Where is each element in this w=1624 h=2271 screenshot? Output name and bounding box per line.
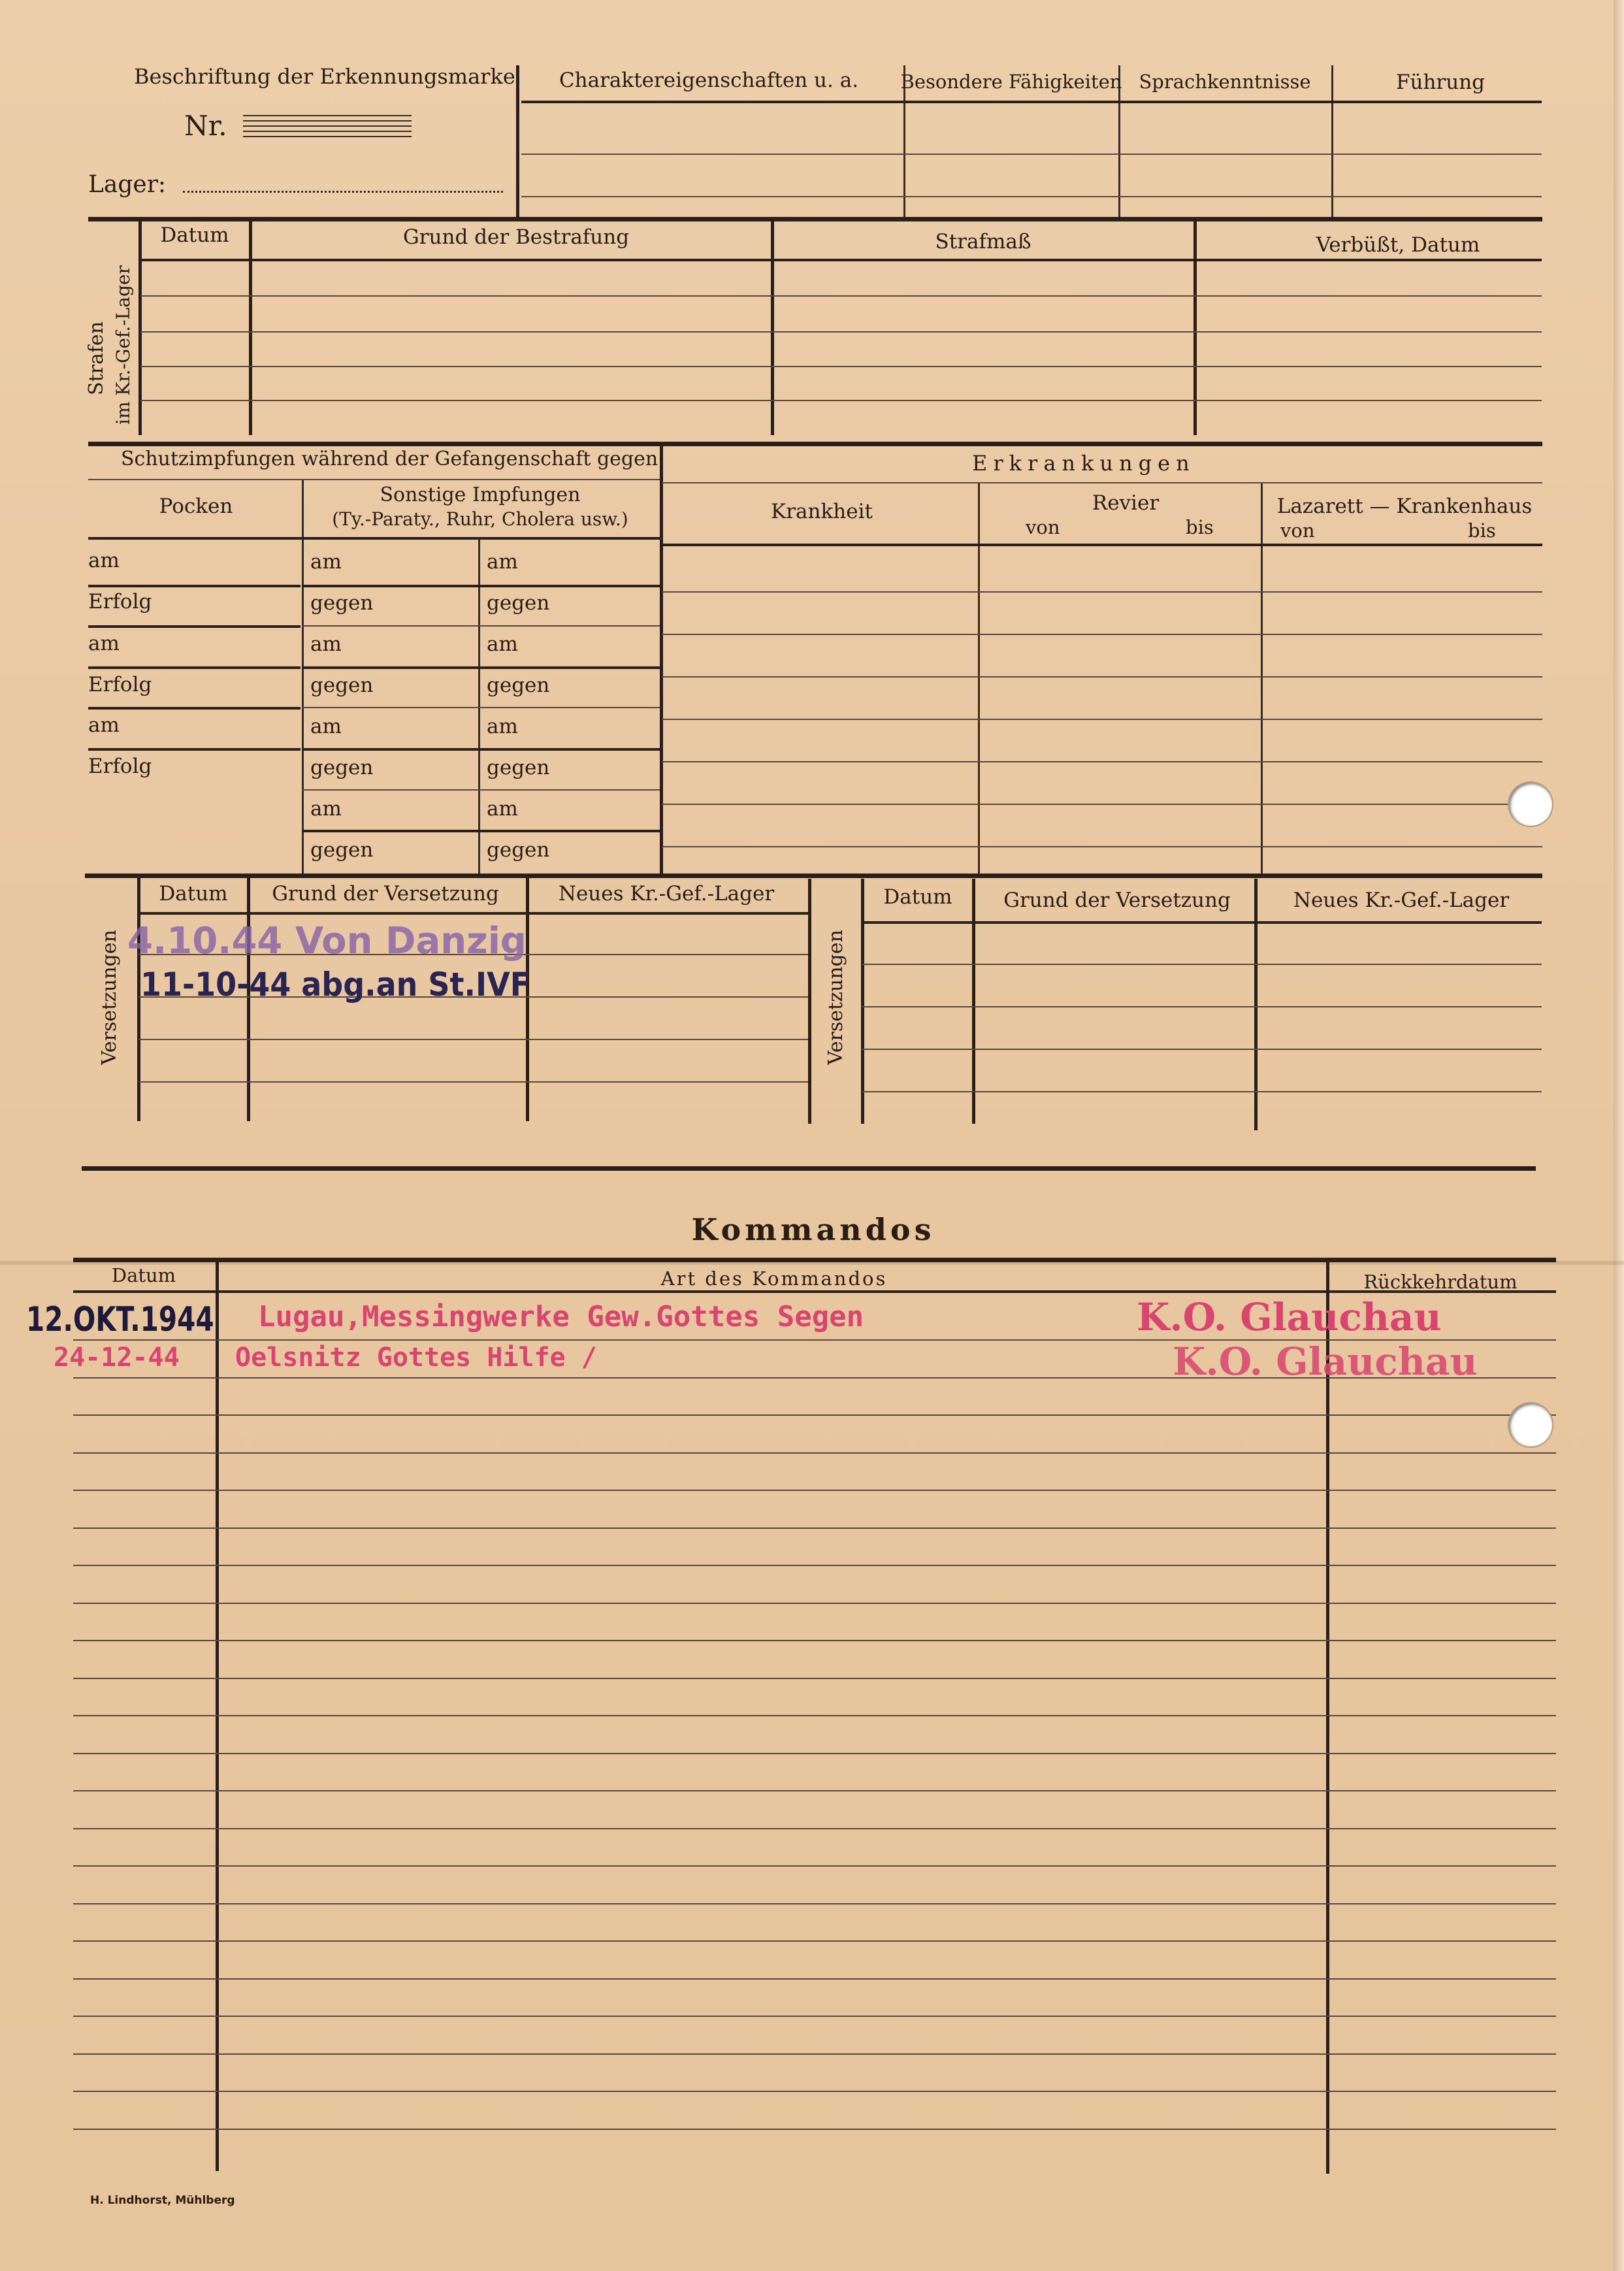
stamp-abg-an-st-ivf: 11-10-44 abg.an St.IVF bbox=[140, 966, 531, 1004]
ruled-line bbox=[73, 1978, 1556, 1980]
sonstige-row: am bbox=[487, 715, 518, 738]
ruled-line bbox=[73, 1528, 1556, 1529]
sonstige-row: gegen bbox=[310, 674, 374, 697]
header-divider bbox=[516, 65, 519, 220]
ruled-line bbox=[73, 2091, 1556, 2092]
versetzung-datum-header-2: Datum bbox=[883, 885, 952, 909]
stamp-ko-glauchau: K.O. Glauchau bbox=[1173, 1339, 1478, 1384]
strafmass-header: Strafmaß bbox=[935, 230, 1031, 253]
sonstige-row: gegen bbox=[310, 591, 374, 615]
punch-hole bbox=[1509, 783, 1552, 826]
sonstige-row: am bbox=[310, 632, 342, 656]
versetzung-lager-header-2: Neues Kr.-Gef.-Lager bbox=[1293, 889, 1510, 912]
sonstige-row: gegen bbox=[487, 756, 550, 779]
versetzung-grund-header: Grund der Versetzung bbox=[272, 882, 499, 906]
krankheit-header: Krankheit bbox=[771, 500, 873, 523]
versetzung-grund-header-2: Grund der Versetzung bbox=[1003, 889, 1231, 912]
sonstige-row: am bbox=[487, 632, 518, 656]
ruled-line bbox=[73, 1753, 1556, 1754]
pocken-header: Pocken bbox=[159, 495, 233, 518]
ruled-line bbox=[73, 2053, 1556, 2055]
rueckkehr-header: Rückkehrdatum bbox=[1363, 1271, 1518, 1293]
sonstige-row: gegen bbox=[487, 674, 550, 697]
sonstige-row: gegen bbox=[310, 756, 374, 779]
pocken-row: Erfolg bbox=[88, 590, 152, 613]
sonstige-row: am bbox=[310, 797, 342, 821]
erkrankungen-title: Erkrankungen bbox=[972, 451, 1195, 476]
stamp-von-danzig: 4.10.44 Von Danzig bbox=[127, 920, 527, 962]
impfungen-title: Schutzimpfungen während der Gefangenschaft gegen bbox=[121, 448, 658, 470]
stamp-ko-glauchau: K.O. Glauchau bbox=[1137, 1295, 1442, 1339]
kommandos-title: Kommandos bbox=[691, 1212, 935, 1247]
revier-header: Revier bbox=[1092, 491, 1160, 515]
ruled-line bbox=[73, 1940, 1556, 1942]
kommando-art: Lugau,Messingwerke Gew.Gottes Segen bbox=[258, 1300, 864, 1333]
ruled-line bbox=[73, 2016, 1556, 2017]
pocken-row: am bbox=[88, 632, 120, 655]
versetzung-datum-header: Datum bbox=[159, 882, 228, 906]
ruled-line bbox=[73, 1414, 1556, 1416]
nr-label: Nr. bbox=[184, 110, 227, 142]
ruled-line bbox=[73, 1828, 1556, 1829]
pocken-row: am bbox=[88, 549, 120, 572]
ruled-line bbox=[73, 1865, 1556, 1867]
ruled-line bbox=[73, 1640, 1556, 1641]
kommando-art: Oelsnitz Gottes Hilfe / bbox=[235, 1343, 597, 1373]
grund-bestrafung-header: Grund der Bestrafung bbox=[402, 225, 630, 249]
lazarett-header: Lazarett — Krankenhaus bbox=[1276, 495, 1533, 518]
strafen-label: Strafen bbox=[85, 321, 108, 395]
versetzungen-right-label: Versetzungen bbox=[824, 930, 847, 1065]
sonstige-row: am bbox=[310, 550, 342, 574]
kommando-datum-header: Datum bbox=[111, 1264, 176, 1286]
faehigkeiten-header: Besondere Fähigkeiten bbox=[900, 71, 1122, 93]
kommando-datum: 12.OKT.1944 bbox=[26, 1300, 214, 1339]
ruled-line bbox=[73, 1490, 1556, 1491]
sprachkenntnisse-header: Sprachkenntnisse bbox=[1139, 71, 1311, 93]
charakter-header: Charaktereigenschaften u. a. bbox=[559, 69, 859, 92]
nr-field-lines bbox=[243, 115, 412, 140]
sonstige-row: am bbox=[487, 797, 518, 821]
printer-imprint: H. Lindhorst, Mühlberg bbox=[90, 2194, 235, 2207]
paper-edge bbox=[1614, 0, 1624, 2271]
lager-label: Lager: bbox=[88, 171, 167, 198]
fuehrung-header: Führung bbox=[1395, 71, 1486, 94]
pocken-row: Erfolg bbox=[88, 673, 152, 696]
ruled-line bbox=[73, 1565, 1556, 1566]
sonstige-row: gegen bbox=[310, 838, 374, 862]
kommando-art-header: Art des Kommandos bbox=[660, 1267, 888, 1290]
ruled-line bbox=[73, 2129, 1556, 2130]
punch-hole bbox=[1509, 1403, 1552, 1446]
verbuesst-header: Verbüßt, Datum bbox=[1316, 233, 1480, 257]
versetzungen-left-label: Versetzungen bbox=[98, 930, 121, 1065]
sonstige-row: gegen bbox=[487, 591, 550, 615]
sonstige-row: am bbox=[487, 550, 518, 574]
kommando-datum: 24-12-44 bbox=[54, 1343, 180, 1373]
versetzung-lager-header: Neues Kr.-Gef.-Lager bbox=[558, 882, 775, 906]
ruled-line bbox=[73, 1678, 1556, 1679]
pocken-row: Erfolg bbox=[88, 755, 152, 778]
sonstige-header: Sonstige Impfungen bbox=[380, 483, 581, 506]
kr-gef-lager-label: im Kr.-Gef.-Lager bbox=[112, 265, 134, 425]
strafen-datum-header: Datum bbox=[160, 223, 229, 247]
sonstige-row: am bbox=[310, 715, 342, 738]
strafen-side-label-2 bbox=[112, 265, 134, 425]
ruled-line bbox=[73, 1790, 1556, 1791]
sonstige-subheader: (Ty.-Paraty., Ruhr, Cholera usw.) bbox=[332, 508, 628, 530]
pocken-row: am bbox=[88, 713, 120, 737]
ruled-line bbox=[73, 1452, 1556, 1454]
revier-von: von bbox=[1026, 516, 1060, 538]
erkennungsmarke-title: Beschriftung der Erkennungsmarke bbox=[134, 64, 515, 89]
ruled-line bbox=[73, 1903, 1556, 1904]
revier-bis: bis bbox=[1186, 516, 1214, 538]
ruled-line bbox=[73, 1715, 1556, 1716]
lager-field bbox=[183, 191, 503, 193]
lazarett-bis: bis bbox=[1468, 519, 1496, 542]
lazarett-von: von bbox=[1280, 519, 1315, 542]
ruled-line bbox=[73, 1603, 1556, 1604]
strafen-side-label bbox=[85, 321, 108, 395]
sonstige-row: gegen bbox=[487, 838, 550, 862]
